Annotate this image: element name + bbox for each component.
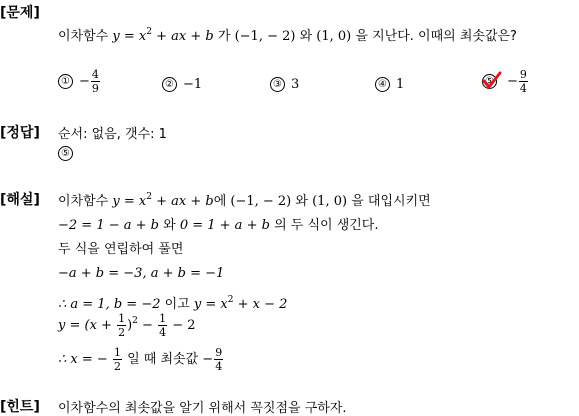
hint-label: [힌트] (0, 399, 40, 415)
solution-line-1: 이차함수 $y = x^2$ + ax + b에 (−1, − 2) 와 (1, 0) 을 대입시키면 (58, 192, 431, 209)
red-check-icon (482, 70, 502, 90)
solution-line-5: ∴ a = 1, b = −2 이고 $y = x^2 + x - 2$ (58, 295, 288, 312)
option-5-selected (482, 74, 497, 89)
problem-label: [문제] (0, 5, 40, 21)
answer-value: ⑤ (58, 145, 79, 161)
option-3-mark: ③ (270, 77, 285, 92)
solution-line-2: −2 = 1 − a + b 와 0 = 1 + a + b 의 두 식이 생긴다. (58, 218, 379, 233)
option-1-fraction: $\frac{4}{9}$ (91, 68, 99, 95)
solution-line-3: 두 식을 연립하여 풀면 (58, 242, 184, 257)
solution-line-6: y = (x + $\frac{1}{2}$ )$^2$ − $\frac{1}{4}$ − 2 (58, 312, 196, 339)
option-3[interactable]: ③ 3 (270, 77, 299, 92)
option-4[interactable]: ④ 1 (375, 77, 404, 92)
answer-label: [정답] (0, 125, 40, 141)
option-2[interactable]: ② −1 (162, 77, 202, 92)
option-5-fraction: $\frac{9}{4}$ (519, 68, 527, 95)
hint-text: 이차함수의 최솟값을 알기 위해서 꼭짓점을 구하자. (58, 401, 347, 416)
option-5-mark: ⑤ (482, 74, 497, 89)
option-1[interactable]: ① − $\frac{4}{9}$ (58, 68, 101, 95)
option-2-mark: ② (162, 77, 177, 92)
option-1-mark: ① (58, 74, 73, 89)
solution-line-4: −a + b = −3, a + b = −1 (58, 266, 225, 281)
problem-question: 이차함수 $y = x^2$ + ax + b 가 (−1, − 2) 와 (1, 0) 을 지난다. 이때의 최솟값은? (58, 27, 517, 44)
option-5[interactable]: ⑤ − $\frac{9}{4}$ (482, 68, 529, 95)
option-4-mark: ④ (375, 77, 390, 92)
solution-label: [해설] (0, 192, 40, 208)
answer-order-count: 순서: 없음, 갯수: 1 (58, 127, 167, 142)
solution-line-7: ∴ x = − $\frac{1}{2}$ 일 때 최솟값 − $\frac{9}{4}$ (58, 346, 223, 373)
